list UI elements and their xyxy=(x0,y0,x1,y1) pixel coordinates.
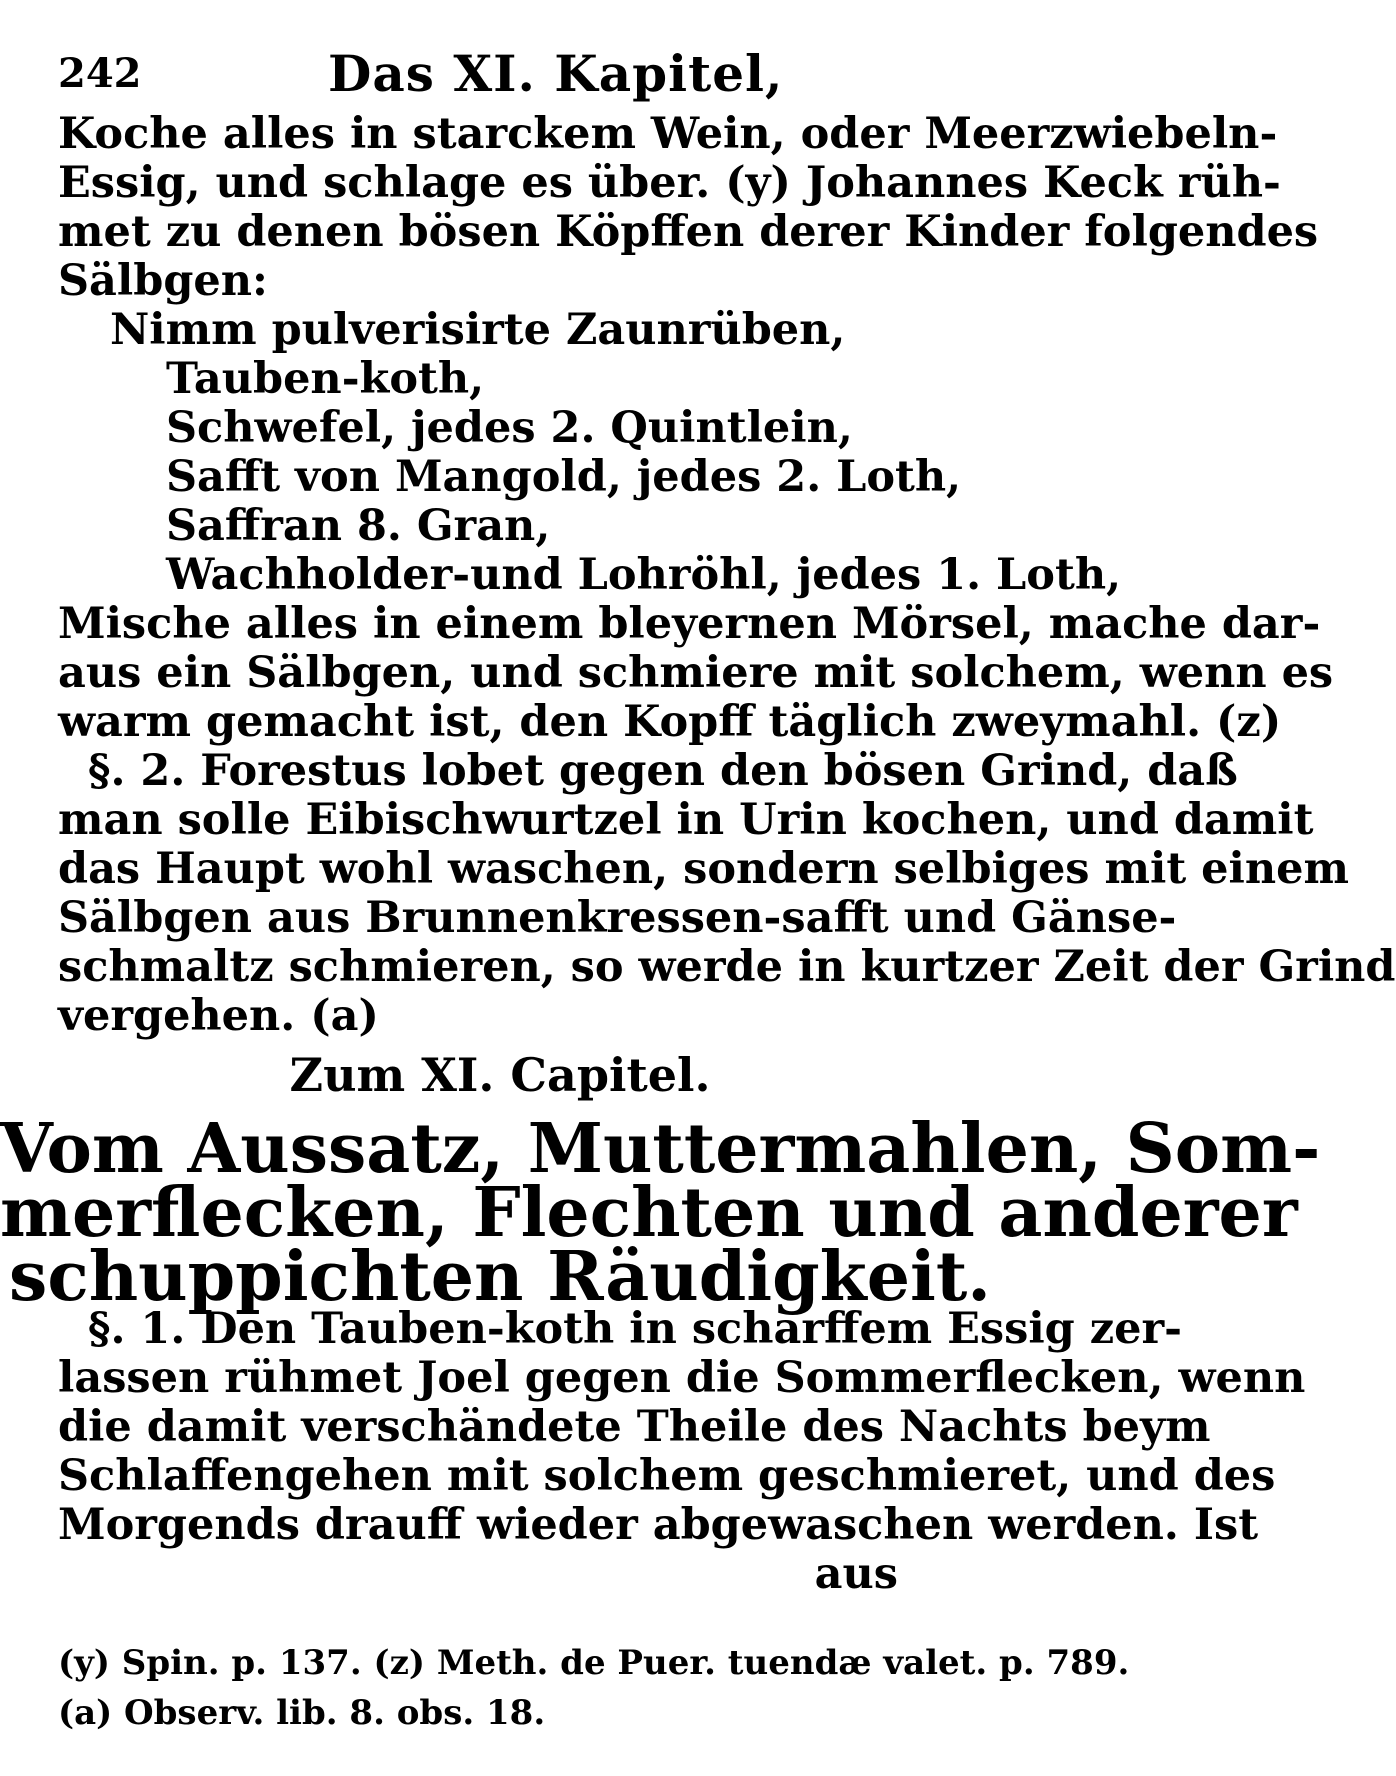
text-line: das Haupt wohl waschen, sondern selbiges mit einem xyxy=(58,844,1349,894)
catchword: aus xyxy=(814,1549,898,1599)
recipe-line: Safft von Mangold, jedes 2. Loth, xyxy=(166,452,962,502)
chapter-title-line: Vom Aussatz, Muttermahlen, Som- xyxy=(0,1109,1321,1189)
chapter-label: Zum XI. Capitel. xyxy=(289,1048,711,1102)
text-line: schmaltz schmieren, so werde in kurtzer Zeit der Grind xyxy=(58,942,1396,992)
recipe-line: Nimm pulverisirte Zaunrüben, xyxy=(110,305,846,355)
text-line: die damit verschändete Theile des Nachts beym xyxy=(58,1402,1211,1452)
chapter-title-line: merflecken, Flechten und anderer xyxy=(0,1173,1298,1253)
text-line: Essig, und schlage es über. (y) Johannes Keck rüh- xyxy=(58,158,1281,208)
text-line: Mische alles in einem bleyernen Mörsel, mache dar- xyxy=(58,599,1321,649)
footnote: (a) Observ. lib. 8. obs. 18. xyxy=(58,1693,546,1733)
text-line: Sälbgen aus Brunnenkressen-safft und Gänse- xyxy=(58,893,1177,943)
text-line: Sälbgen: xyxy=(58,256,268,306)
text-line: met zu denen bösen Köpffen derer Kinder folgendes xyxy=(58,207,1319,257)
page-number: 242 xyxy=(58,50,142,97)
chapter-title-line: schuppichten Räudigkeit. xyxy=(9,1237,991,1317)
text-line: §. 2. Forestus lobet gegen den bösen Grind, daß xyxy=(88,746,1238,796)
main-text xyxy=(58,109,1396,1041)
footnote: (y) Spin. p. 137. (z) Meth. de Puer. tuendæ valet. p. 789. xyxy=(58,1643,1130,1683)
recipe-line: Wachholder-und Lohröhl, jedes 1. Loth, xyxy=(166,550,1122,600)
text-line: warm gemacht ist, den Kopff täglich zweymahl. (z) xyxy=(58,697,1282,747)
text-line: man solle Eibischwurtzel in Urin kochen, und damit xyxy=(58,795,1314,845)
chapter-text xyxy=(58,1304,1306,1599)
text-line: Morgends drauff wieder abgewaschen werden. Ist xyxy=(58,1500,1259,1550)
text-line: Koche alles in starckem Wein, oder Meerzwiebeln- xyxy=(58,109,1278,159)
recipe-line: Schwefel, jedes 2. Quintlein, xyxy=(166,403,853,453)
footnotes xyxy=(58,1638,1130,1738)
text-line: §. 1. Den Tauben-koth in scharffem Essig zer- xyxy=(88,1304,1182,1354)
text-line: Schlaffengehen mit solchem geschmieret, und des xyxy=(58,1451,1276,1501)
chapter-heading xyxy=(0,1045,1321,1317)
recipe-line: Saffran 8. Gran, xyxy=(166,501,551,551)
text-line: vergehen. (a) xyxy=(58,991,379,1041)
text-line: lassen rühmet Joel gegen die Sommerflecken, wenn xyxy=(58,1353,1306,1403)
chapter-title xyxy=(0,1109,1321,1317)
page-header xyxy=(58,40,928,110)
text-line: aus ein Sälbgen, und schmiere mit solchem, wenn es xyxy=(58,648,1334,698)
recipe-line: Tauben-koth, xyxy=(166,354,485,404)
running-head: Das XI. Kapitel, xyxy=(328,44,784,103)
